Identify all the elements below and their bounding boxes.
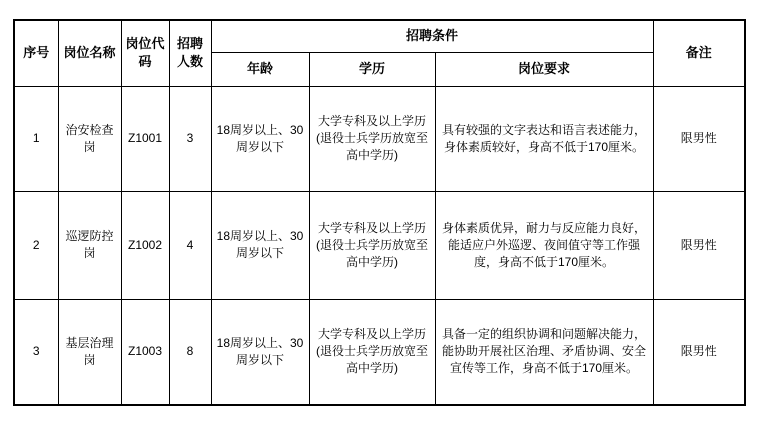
recruitment-table <box>13 19 746 406</box>
cell-recruit-count: 3 <box>169 86 211 191</box>
cell-serial: 3 <box>14 299 58 405</box>
cell-age: 18周岁以上、30周岁以下 <box>211 299 309 405</box>
cell-remark: 限男性 <box>653 191 745 299</box>
cell-position-code: Z1002 <box>121 191 169 299</box>
cell-requirements: 身体素质优异，耐力与反应能力良好，能适应户外巡逻、夜间值守等工作强度，身高不低于170厘米。 <box>435 191 653 299</box>
header-conditions-group: 招聘条件 <box>211 20 653 52</box>
cell-education: 大学专科及以上学历(退役士兵学历放宽至高中学历) <box>309 86 435 191</box>
cell-remark: 限男性 <box>653 299 745 405</box>
cell-age: 18周岁以上、30周岁以下 <box>211 191 309 299</box>
cell-position-name: 巡逻防控岗 <box>58 191 121 299</box>
cell-position-code: Z1003 <box>121 299 169 405</box>
table-row <box>14 86 745 191</box>
header-position-code: 岗位代码 <box>121 20 169 86</box>
table-row <box>14 299 745 405</box>
header-row-top <box>14 20 745 52</box>
cell-requirements: 具备一定的组织协调和问题解决能力，能协助开展社区治理、矛盾协调、安全宣传等工作，身高不低于170厘米。 <box>435 299 653 405</box>
cell-position-name: 基层治理岗 <box>58 299 121 405</box>
cell-education: 大学专科及以上学历(退役士兵学历放宽至高中学历) <box>309 191 435 299</box>
header-age: 年龄 <box>211 52 309 86</box>
cell-position-code: Z1001 <box>121 86 169 191</box>
header-position-name: 岗位名称 <box>58 20 121 86</box>
cell-position-name: 治安检查岗 <box>58 86 121 191</box>
header-requirements: 岗位要求 <box>435 52 653 86</box>
header-recruit-count: 招聘人数 <box>169 20 211 86</box>
recruitment-table-container <box>13 19 746 406</box>
table-row <box>14 191 745 299</box>
cell-requirements: 具有较强的文字表达和语言表述能力，身体素质较好，身高不低于170厘米。 <box>435 86 653 191</box>
cell-age: 18周岁以上、30周岁以下 <box>211 86 309 191</box>
cell-education: 大学专科及以上学历(退役士兵学历放宽至高中学历) <box>309 299 435 405</box>
cell-serial: 1 <box>14 86 58 191</box>
header-education: 学历 <box>309 52 435 86</box>
cell-recruit-count: 8 <box>169 299 211 405</box>
cell-recruit-count: 4 <box>169 191 211 299</box>
header-remark: 备注 <box>653 20 745 86</box>
cell-remark: 限男性 <box>653 86 745 191</box>
header-serial: 序号 <box>14 20 58 86</box>
cell-serial: 2 <box>14 191 58 299</box>
